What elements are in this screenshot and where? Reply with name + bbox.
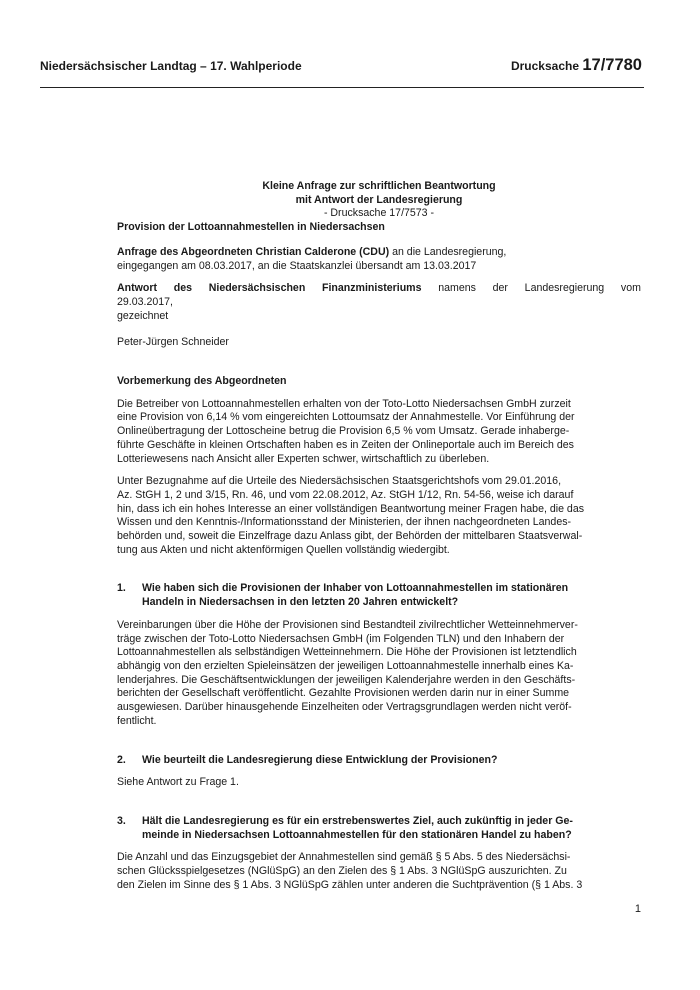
antwort-line-1 [117, 282, 641, 296]
answer-1 [117, 619, 641, 729]
anfrage-recipient: an die Landesregierung, [389, 245, 507, 258]
question-text [142, 754, 641, 768]
text-line: behörden und, soweit die Einzelfrage dazu Anlass gibt, der Behörden der mittelbaren Staatsverwal- [117, 530, 583, 543]
text-line: Wie haben sich die Provisionen der Inhaber von Lottoannahmestellen im stationären [142, 582, 569, 595]
text-line: Siehe Antwort zu Frage 1. [117, 776, 239, 789]
title-block [117, 180, 641, 221]
text-line: ausgewiesen. Darüber hinausgehende Einzelheiten oder Vertragsgrundlagen werden nicht veröf- [117, 701, 572, 714]
text-line: abhängig von den erzielten Spieleinsätzen der jeweiligen Lottoannahmestelle innerhalb eines Ka- [117, 659, 574, 672]
text-line: lenderjahres. Die Geschäftsentwicklungen der jeweiligen Kalenderjahre werden in den Geschäfts- [117, 673, 576, 686]
document-number [511, 56, 642, 75]
text-line: den Zielen im Sinne des § 1 Abs. 3 NGlüSpG zählen unter anderen die Suchtprävention (§ 1 Abs. 3 [117, 878, 583, 891]
text-line: Lotteriewesens nach Ansicht aller Experten schwer, wirtschaftlich zu überleben. [117, 452, 490, 465]
antwort-word: Landesregierung [524, 282, 605, 295]
antwort-word: Niedersächsischen [208, 282, 306, 295]
antwort-block [117, 282, 641, 323]
question-2 [117, 754, 641, 768]
question-number: 3. [117, 814, 126, 827]
text-line: Wie beurteilt die Landesregierung diese Entwicklung der Provisionen? [142, 753, 498, 766]
text-line: eine Provision von 6,14 % vom eingereichten Lottoumsatz der Annahmestelle. Vor Einführung der [117, 411, 575, 424]
text-line: träge zwischen der Toto-Lotto Niedersachsen GmbH (im Folgenden TLN) und den Inhabern der [117, 632, 565, 645]
text-line: tung aus Akten und nicht aktenförmigen Quellen vollständig wiedergibt. [117, 543, 450, 556]
text-line: fentlicht. [117, 714, 157, 727]
question-3 [117, 815, 641, 842]
antwort-signed: gezeichnet [117, 309, 169, 322]
title-line-3: - Drucksache 17/7573 - [323, 207, 435, 220]
antwort-word: namens [438, 282, 476, 295]
antwort-word: vom [620, 282, 641, 295]
question-text [142, 582, 641, 609]
title-line-1: Kleine Anfrage zur schriftlichen Beantwortung [262, 180, 496, 192]
answer-3 [117, 851, 641, 892]
signer-name: Peter-Jürgen Schneider [117, 336, 229, 349]
title-line-2: mit Antwort der Landesregierung [295, 193, 463, 206]
text-line: Vereinbarungen über die Höhe der Provisionen sind Bestandteil zivilrechtlicher Wetteinnehmerver- [117, 618, 578, 631]
question-number: 1. [117, 582, 126, 595]
vorbemerkung-paragraph-2 [117, 475, 641, 557]
anfrage-line-1 [117, 246, 641, 260]
text-line: Wissen und den Kenntnis-/Informationsstand der Ministerien, der ihnen nachgeordneten Landes- [117, 516, 572, 529]
document-body [117, 180, 641, 892]
text-line: Onlineübertragung der Lottoscheine betrug die Provision 6,5 % vom Umsatz. Gerade inhaberge- [117, 425, 570, 438]
antwort-word: Antwort [117, 282, 158, 295]
antwort-word: Finanzministeriums [322, 282, 422, 295]
text-line: Die Betreiber von Lottoannahmestellen erhalten von der Toto-Lotto Niedersachsen GmbH zurzeit [117, 397, 571, 410]
text-line: schen Glücksspielgesetzes (NGlüSpG) an den Zielen des § 1 Abs. 3 NGlüSpG auszurichten. Zu [117, 865, 567, 878]
question-number: 2. [117, 753, 126, 766]
antwort-word: des [173, 282, 192, 295]
antwort-word: der [492, 282, 508, 295]
text-line: meinde in Niedersachsen Lottoannahmestellen für den stationären Handel zu haben? [142, 828, 572, 841]
drucksache-number: 17/7780 [582, 56, 642, 74]
question-text [142, 815, 641, 842]
vorbemerkung-paragraph-1 [117, 398, 641, 467]
text-line: Lottoannahmestellen als selbständigen Wetteinnehmern. Die Höhe der Provisionen ist letztendlich [117, 646, 577, 659]
header-divider [40, 87, 644, 88]
anfrage-line-2: eingegangen am 08.03.2017, an die Staatskanzlei übersandt am 13.03.2017 [117, 259, 477, 272]
page-number: 1 [634, 903, 641, 915]
text-line: berichten der Gesellschaft veröffentlicht. Gezahlte Provisionen werden darin nur in einer Summe [117, 687, 570, 700]
text-line: Az. StGH 1, 2 und 3/15, Rn. 46, und vom 22.08.2012, Az. StGH 1/12, Rn. 54-56, weise ich darauf [117, 488, 574, 501]
page-header [40, 56, 642, 75]
question-1 [117, 582, 641, 609]
text-line: Die Anzahl und das Einzugsgebiet der Annahmestellen sind gemäß § 5 Abs. 5 des Niedersächsi- [117, 851, 571, 864]
anfrage-block [117, 246, 641, 273]
antwort-date: 29.03.2017, [117, 295, 173, 308]
text-line: führte Geschäfte in kleinen Ortschaften haben es in Zeiten der Onlineportale auch im Bereich des [117, 438, 574, 451]
text-line: Hält die Landesregierung es für ein erstrebenswertes Ziel, auch zukünftig in jeder Ge- [142, 814, 573, 827]
anfrage-author: Anfrage des Abgeordneten Christian Calderone (CDU) [117, 245, 390, 258]
vorbemerkung-heading: Vorbemerkung des Abgeordneten [117, 375, 287, 388]
topic-heading: Provision der Lottoannahmestellen in Niedersachsen [117, 221, 385, 234]
text-line: Handeln in Niedersachsen in den letzten 20 Jahren entwickelt? [142, 596, 459, 609]
answer-2 [117, 776, 641, 790]
drucksache-label: Drucksache [510, 59, 579, 73]
text-line: hin, dass ich ein hohes Interesse an einer vollständigen Beantwortung meiner Fragen habe, die das [117, 502, 585, 515]
text-line: Unter Bezugnahme auf die Urteile des Niedersächsischen Staatsgerichtshofs vom 29.01.2016, [117, 475, 562, 488]
legislature-label: Niedersächsischer Landtag – 17. Wahlperiode [40, 59, 302, 73]
